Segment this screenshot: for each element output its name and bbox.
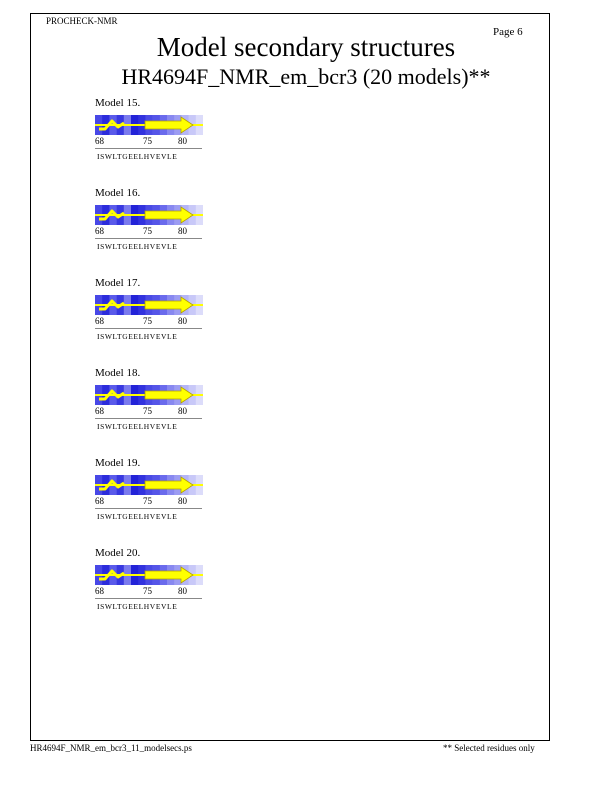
residue-number: 68 — [95, 316, 104, 326]
sequence-text: ISWLTGEELHVEVLE — [97, 152, 178, 161]
secondary-structure-strip — [95, 115, 203, 135]
residue-number-axis — [95, 406, 205, 416]
model-label: Model 18. — [95, 367, 141, 379]
sequence-text: ISWLTGEELHVEVLE — [97, 512, 178, 521]
residue-number: 80 — [178, 136, 187, 146]
sequence-rule — [95, 328, 202, 329]
model-label: Model 17. — [95, 277, 141, 289]
residue-number: 80 — [178, 316, 187, 326]
residue-number-axis — [95, 496, 205, 506]
sequence-text: ISWLTGEELHVEVLE — [97, 422, 178, 431]
residue-number: 80 — [178, 406, 187, 416]
page-title: Model secondary structures — [156, 32, 456, 62]
residue-number-axis — [95, 136, 205, 146]
model-label: Model 19. — [95, 457, 141, 469]
residue-number-axis — [95, 226, 205, 236]
residue-number: 68 — [95, 496, 104, 506]
model-block — [95, 457, 215, 537]
footer-note: ** Selected residues only — [443, 743, 535, 753]
residue-number: 68 — [95, 586, 104, 596]
footer-filename: HR4694F_NMR_em_bcr3_11_modelsecs.ps — [30, 743, 192, 753]
residue-number: 75 — [143, 136, 152, 146]
residue-number: 80 — [178, 226, 187, 236]
residue-number: 75 — [143, 496, 152, 506]
residue-number: 75 — [143, 316, 152, 326]
residue-number: 75 — [143, 586, 152, 596]
model-block — [95, 547, 215, 627]
page-subtitle: HR4694F_NMR_em_bcr3 (20 models)** — [121, 64, 491, 89]
residue-number: 80 — [178, 586, 187, 596]
sequence-text: ISWLTGEELHVEVLE — [97, 242, 178, 251]
sequence-text: ISWLTGEELHVEVLE — [97, 332, 178, 341]
secondary-structure-strip — [95, 475, 203, 495]
program-name: PROCHECK-NMR — [46, 16, 118, 26]
sequence-rule — [95, 238, 202, 239]
sequence-rule — [95, 148, 202, 149]
sequence-rule — [95, 418, 202, 419]
residue-number: 75 — [143, 406, 152, 416]
model-label: Model 16. — [95, 187, 141, 199]
residue-number-axis — [95, 586, 205, 596]
sequence-rule — [95, 598, 202, 599]
residue-number: 75 — [143, 226, 152, 236]
model-block — [95, 187, 215, 267]
secondary-structure-strip — [95, 565, 203, 585]
sequence-rule — [95, 508, 202, 509]
secondary-structure-strip — [95, 385, 203, 405]
secondary-structure-strip — [95, 295, 203, 315]
secondary-structure-strip — [95, 205, 203, 225]
model-label: Model 15. — [95, 97, 141, 109]
sequence-text: ISWLTGEELHVEVLE — [97, 602, 178, 611]
residue-number: 68 — [95, 136, 104, 146]
residue-number-axis — [95, 316, 205, 326]
residue-number: 80 — [178, 496, 187, 506]
residue-number: 68 — [95, 226, 104, 236]
model-block — [95, 277, 215, 357]
model-label: Model 20. — [95, 547, 141, 559]
model-block — [95, 97, 215, 177]
page-number: Page 6 — [493, 26, 523, 38]
residue-number: 68 — [95, 406, 104, 416]
model-block — [95, 367, 215, 447]
